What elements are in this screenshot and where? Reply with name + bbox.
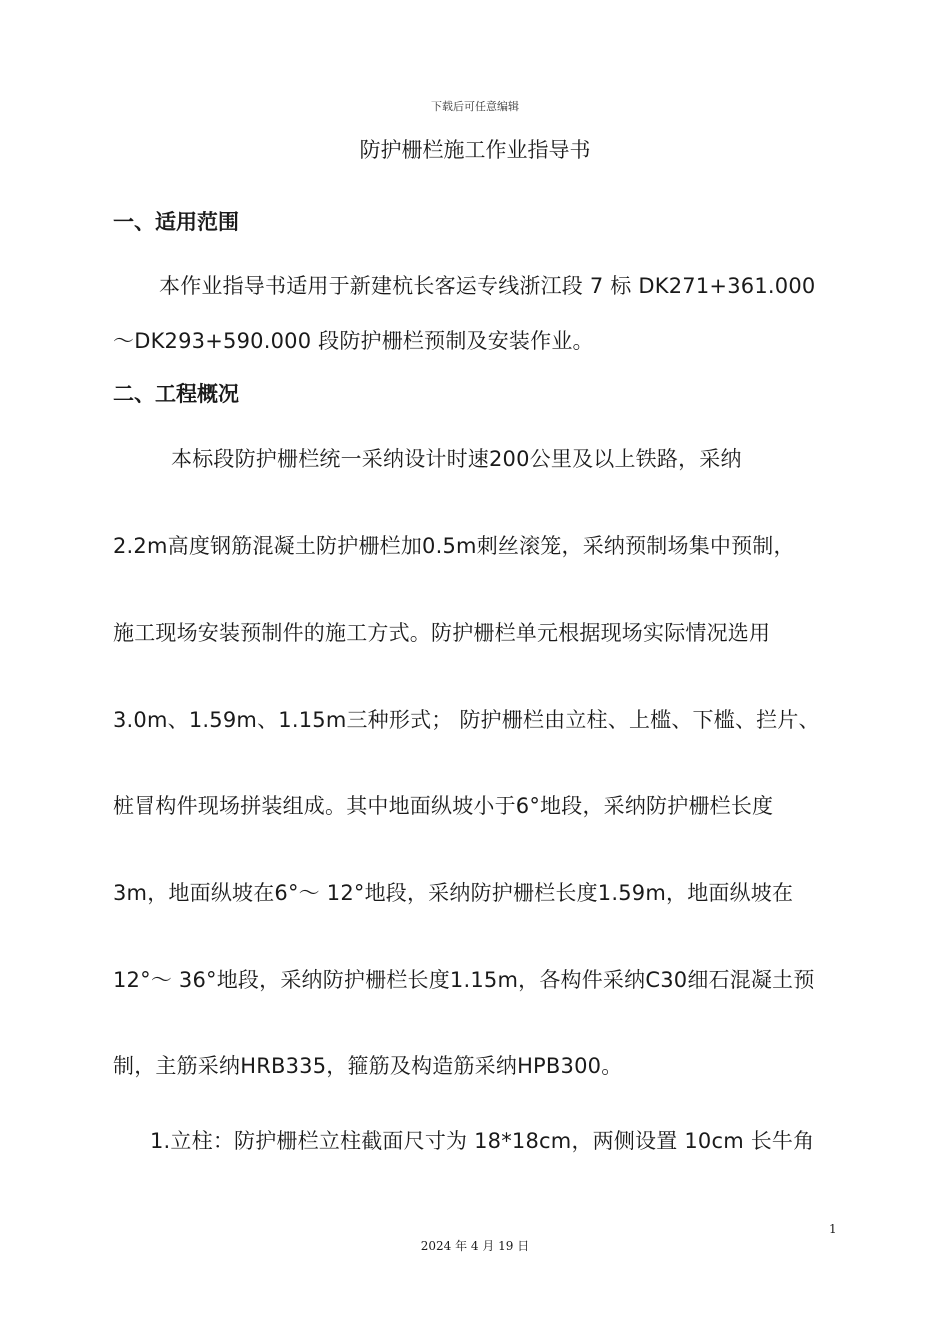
document-title: 防护栅栏施工作业指导书 xyxy=(359,138,591,162)
paragraph-line: 1.立柱：防护栅栏立柱截面尺寸为 18*18cm，两侧设置 10cm 长牛角 xyxy=(150,1129,815,1153)
section-heading-overview: 二、工程概况 xyxy=(113,382,239,406)
paragraph-line: 施工现场安装预制件的施工方式。防护栅栏单元根据现场实际情况选用 xyxy=(113,621,771,645)
paragraph-line: 制，主筋采纳HRB335，箍筋及构造筋采纳HPB300。 xyxy=(113,1054,623,1078)
paragraph-line: 桩冒构件现场拼装组成。其中地面纵坡小于6°地段，采纳防护栅栏长度 xyxy=(113,794,774,818)
paragraph-line: 本标段防护栅栏统一采纳设计时速200公里及以上铁路，采纳 xyxy=(171,447,742,471)
header-note: 下载后可任意编辑 xyxy=(431,100,519,113)
paragraph-line: 2.2m高度钢筋混凝土防护栅栏加0.5m刺丝滚笼，采纳预制场集中预制， xyxy=(113,534,795,558)
paragraph-line: 12°～ 36°地段，采纳防护栅栏长度1.15m，各构件采纳C30细石混凝土预 xyxy=(113,968,815,992)
paragraph-line: 3.0m、1.59m、1.15m三种形式； 防护栅栏由立柱、上槛、下槛、拦片、 xyxy=(113,708,820,732)
section-heading-scope: 一、适用范围 xyxy=(113,210,239,234)
paragraph-line: ～DK293+590.000 段防护栅栏预制及安装作业。 xyxy=(113,329,594,353)
paragraph-line: 本作业指导书适用于新建杭长客运专线浙江段 7 标 DK271+361.000 xyxy=(159,274,816,298)
page-number: 1 xyxy=(829,1222,837,1236)
paragraph-line: 3m，地面纵坡在6°～ 12°地段，采纳防护栅栏长度1.59m，地面纵坡在 xyxy=(113,881,794,905)
footer-date: 2024 年 4 月 19 日 xyxy=(420,1239,530,1253)
